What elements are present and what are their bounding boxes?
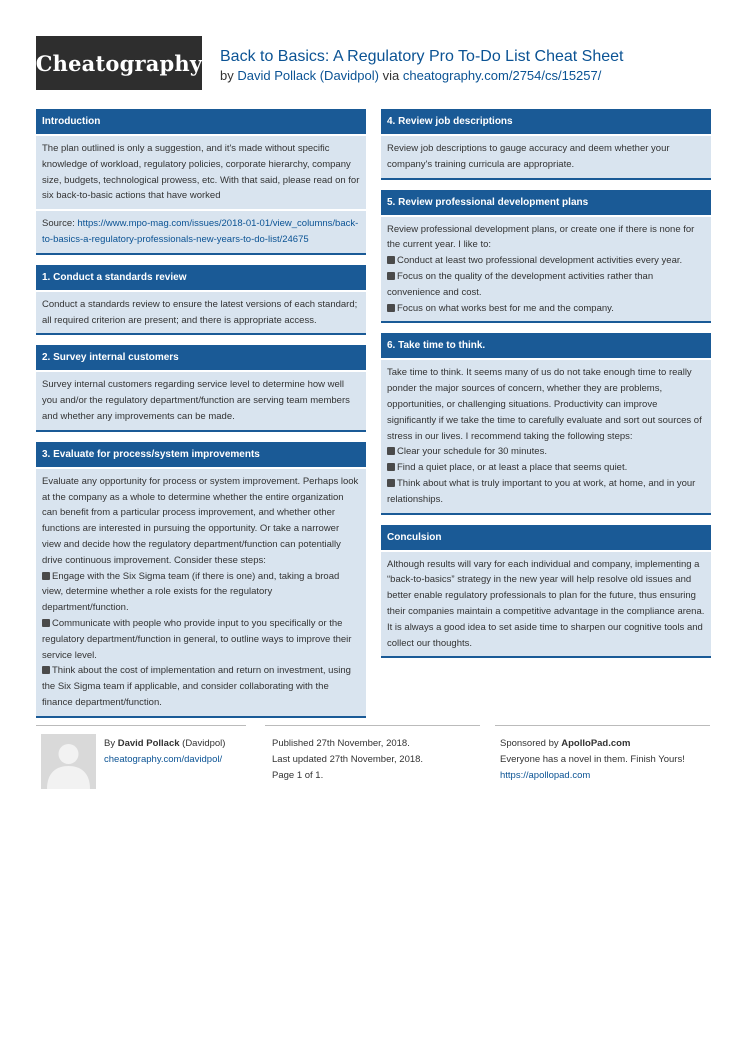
- byline: [220, 67, 623, 85]
- page-title: Back to Basics: A Regulatory Pro To-Do List Cheat Sheet: [220, 48, 624, 65]
- footer-divider: [265, 725, 480, 726]
- bullet-icon: [42, 572, 50, 580]
- list-item: Find a quiet place, or at least a place that seems quiet.: [387, 460, 705, 476]
- footer-author-name: David Pollack: [117, 738, 180, 749]
- bullet-icon: [387, 304, 395, 312]
- via-label: via: [382, 68, 400, 83]
- list-item: Think about the cost of implementation and return on investment, using the Six Sigma team if applicable, and consider collaborating with the finance department/function.: [42, 665, 351, 708]
- source-link[interactable]: https://www.mpo-mag.com/issues/2018-01-01/view_columns/back-to-basics-a-regulatory-professionals-new-years-to-do-list/24675: [42, 218, 359, 245]
- section-title: Introduction: [36, 109, 366, 134]
- bullet-icon: [387, 272, 395, 280]
- sponsor-tagline: Everyone has a novel in them. Finish Yours!: [500, 754, 685, 765]
- page-number: Page 1 of 1.: [272, 770, 324, 781]
- section-job-descriptions: [381, 109, 711, 180]
- list-item: Focus on the quality of the development activities rather than convenience and cost.: [387, 270, 654, 298]
- sponsored-label: Sponsored by: [500, 738, 559, 749]
- sheet-url-link[interactable]: cheatography.com/2754/cs/15257/: [402, 68, 602, 83]
- section-intro-text: Review professional development plans, or create one if there is none for the current year. I like to:: [387, 223, 695, 251]
- list-item: Conduct at least two professional development activities every year.: [387, 253, 705, 269]
- section-title: 2. Survey internal customers: [36, 345, 366, 370]
- footer-author-handle: (Davidpol): [182, 738, 226, 749]
- section-body: [381, 358, 711, 512]
- section-conclusion: [381, 525, 711, 659]
- section-body: Conduct a standards review to ensure the latest versions of each standard; all required criterion are present; and there is appropriate access.: [36, 290, 366, 334]
- by-label: by: [220, 68, 234, 83]
- footer-by-label: By: [104, 738, 116, 749]
- sponsor-link[interactable]: https://apollopad.com: [500, 770, 591, 781]
- header: [220, 47, 623, 85]
- footer-author-link[interactable]: cheatography.com/davidpol/: [104, 754, 223, 765]
- section-survey-customers: [36, 345, 366, 431]
- section-body: Review job descriptions to gauge accuracy and deem whether your company's training curricula are appropriate.: [381, 134, 711, 178]
- section-intro-text: Evaluate any opportunity for process or system improvement. Perhaps look at the company as a whole to determine whether the entire organization can benefit from a particular process improvement, and whether other functions are interested in pursuing the opportunity. Or take a narrower view and decide how the regulatory department/function can potentially drive continuous improvement. Consider these steps:: [42, 475, 359, 566]
- bullet-icon: [387, 447, 395, 455]
- source-label: Source:: [42, 218, 75, 230]
- list-item: Communicate with people who provide input to you specifically or the regulatory department/function in general, to outline ways to improve their service level.: [42, 617, 352, 661]
- published-date: Published 27th November, 2018.: [272, 738, 410, 749]
- user-silhouette-icon: [41, 734, 96, 789]
- footer-publish-info: [272, 736, 423, 784]
- author-link[interactable]: David Pollack (Davidpol): [237, 68, 379, 83]
- section-body: [36, 467, 366, 716]
- source-block: [36, 209, 366, 253]
- list-item: Focus on what works best for me and the company.: [387, 301, 705, 317]
- updated-date: Last updated 27th November, 2018.: [272, 754, 424, 765]
- section-title: 3. Evaluate for process/system improvements: [36, 442, 366, 467]
- section-body: [381, 215, 711, 322]
- footer-divider: [495, 725, 710, 726]
- avatar[interactable]: [41, 734, 96, 789]
- section-process-improvements: [36, 442, 366, 718]
- list-item: Clear your schedule for 30 minutes.: [387, 444, 705, 460]
- bullet-icon: [387, 463, 395, 471]
- footer-sponsor: [500, 736, 685, 784]
- section-introduction: [36, 109, 366, 255]
- bullet-icon: [387, 479, 395, 487]
- sponsor-name: ApolloPad.com: [561, 738, 631, 749]
- section-take-time: [381, 333, 711, 514]
- section-title: 6. Take time to think.: [381, 333, 711, 358]
- left-column: [36, 109, 366, 728]
- section-body: Although results will vary for each individual and company, implementing a “back-to-basics” strategy in the new year will help resolve old issues and better enable regulatory professionals to plan for the future, thus ensuring their companies maintain a competitive advantage in the compliance arena. It is always a good idea to set aside time to sharpen our cognitive tools and collect our thoughts.: [381, 550, 711, 657]
- bullet-icon: [42, 619, 50, 627]
- footer-divider: [36, 725, 246, 726]
- section-title: 5. Review professional development plans: [381, 190, 711, 215]
- section-intro-text: Take time to think. It seems many of us do not take enough time to really ponder the major sources of concern, whether they are problems, opportunities, or challenging situations. Productivity can improve significantly if we take the time to carefully evaluate and sort out sources of stress in our lives. I recommend taking the following steps:: [387, 367, 702, 442]
- section-title: 4. Review job descriptions: [381, 109, 711, 134]
- footer-author: [104, 736, 225, 768]
- right-column: [381, 109, 711, 668]
- list-item: Engage with the Six Sigma team (if there is one) and, taking a broad view, determine whether a role exists for the regulatory department/function.: [42, 570, 340, 614]
- bullet-icon: [387, 256, 395, 264]
- section-development-plans: [381, 190, 711, 324]
- list-item: Think about what is truly important to you at work, at home, and in your relationships.: [387, 477, 696, 505]
- cheatography-logo[interactable]: Cheatography: [36, 36, 202, 90]
- section-body: Survey internal customers regarding service level to determine how well you and/or the regulatory department/function are serving team members and whether any improvements can be made.: [36, 370, 366, 429]
- bullet-icon: [42, 666, 50, 674]
- section-title: 1. Conduct a standards review: [36, 265, 366, 290]
- section-title: Conculsion: [381, 525, 711, 550]
- section-body: The plan outlined is only a suggestion, and it's made without specific knowledge of workload, regulatory policies, corporate hierarchy, company size, budgets, technological prowess, etc. With that said, please read on for six back-to-basic actions that have worked: [36, 134, 366, 209]
- section-standards-review: [36, 265, 366, 336]
